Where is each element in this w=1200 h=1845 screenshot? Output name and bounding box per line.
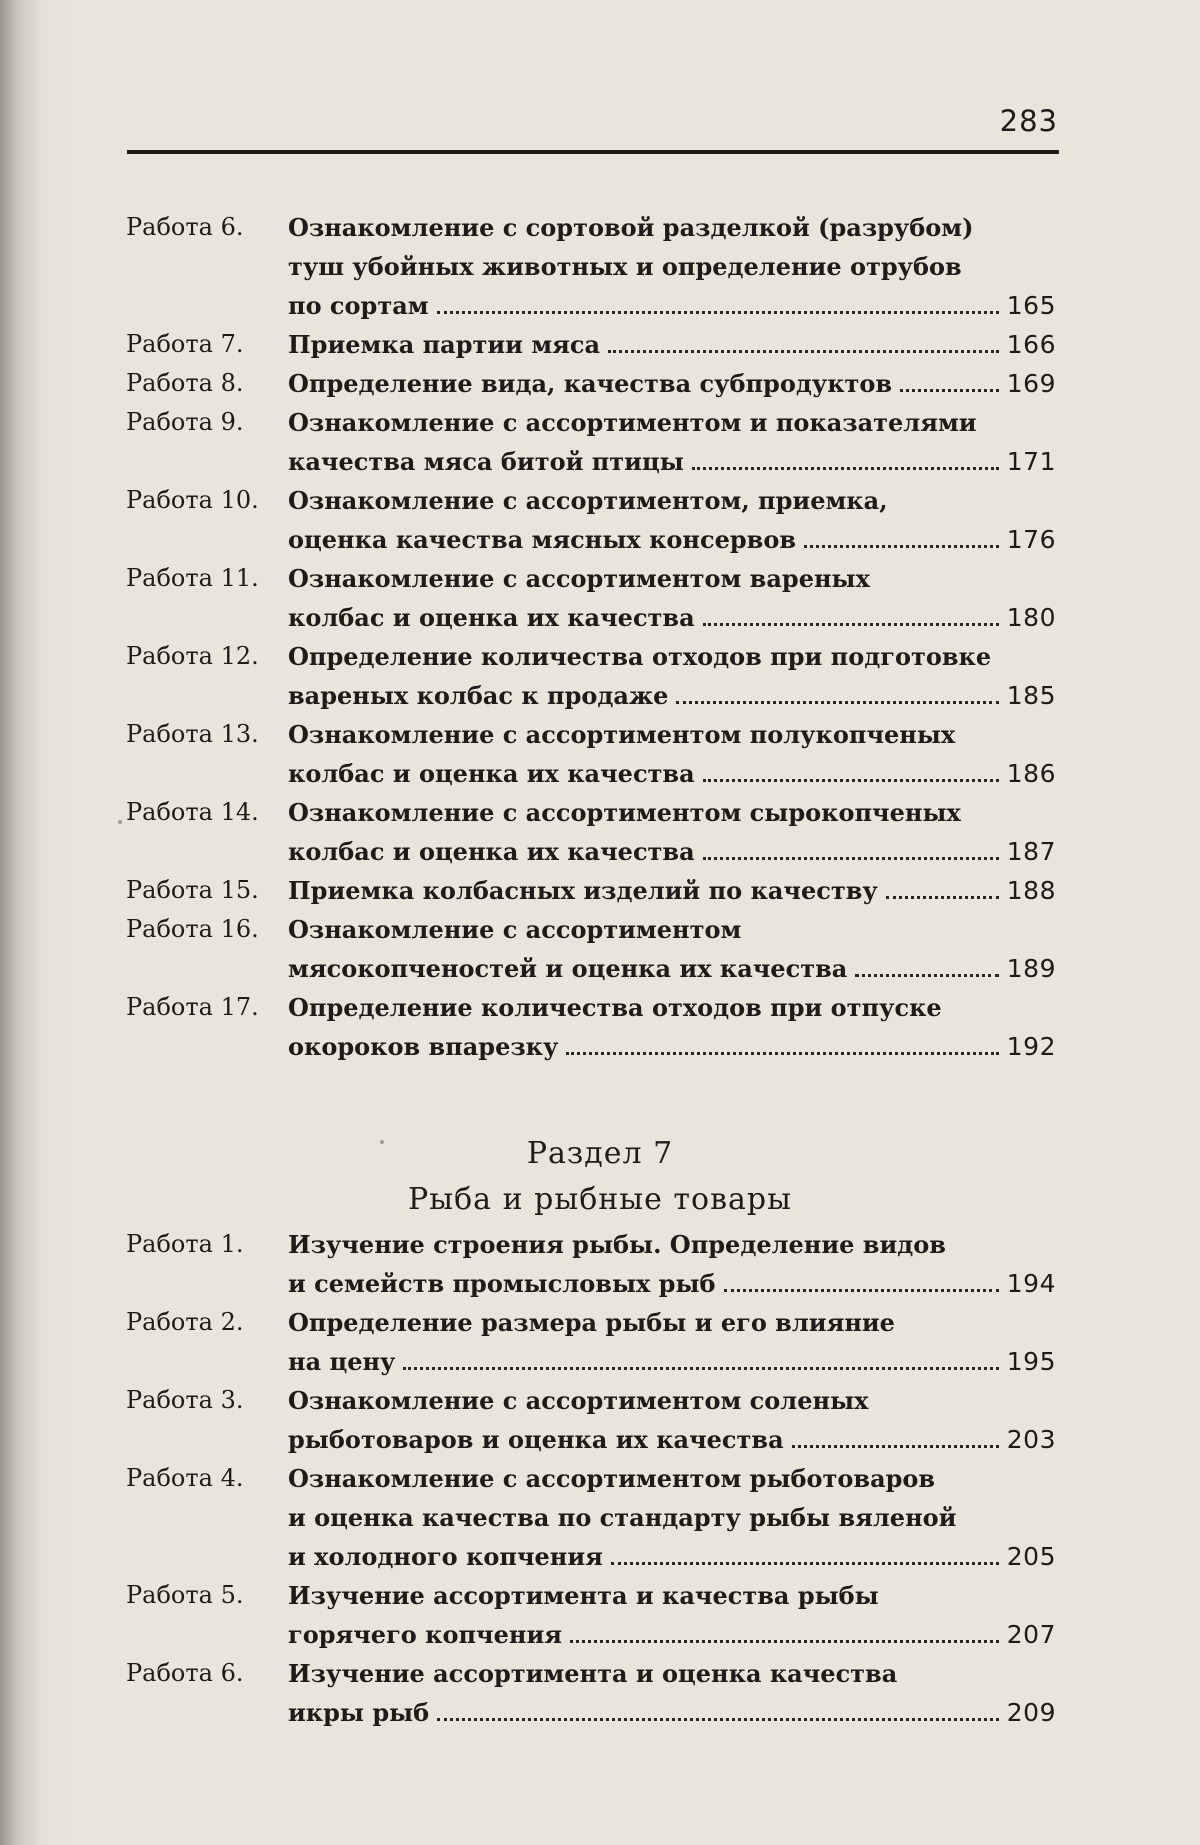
toc-entry-content [288, 325, 1056, 364]
table-of-contents-section-one [126, 208, 1056, 1066]
toc-entry-title-line: окороков впарезку [288, 1032, 559, 1061]
toc-entry-label: Работа 10. [126, 486, 259, 514]
toc-entry [126, 1459, 1056, 1576]
toc-page-number: 185 [1006, 681, 1056, 710]
toc-entry-title-line: Ознакомление с ассортиментом [288, 915, 742, 944]
toc-entry-leader-line [288, 1264, 1056, 1303]
toc-page-number: 207 [1006, 1620, 1056, 1649]
toc-entry-content [288, 1303, 1056, 1381]
toc-entry-title-line: Определение количества отходов при отпуске [288, 993, 942, 1022]
toc-page-number: 209 [1006, 1698, 1056, 1727]
toc-page-number: 205 [1006, 1542, 1056, 1571]
toc-entry-title-line: мясокопченостей и оценка их качества [288, 954, 848, 983]
toc-entry-title-line: икры рыб [288, 1698, 430, 1727]
section-number-heading: Раздел 7 [526, 1136, 674, 1171]
toc-entry-leader-line [288, 1342, 1056, 1381]
dot-leader [403, 1367, 998, 1370]
dot-leader [608, 350, 999, 353]
toc-entry-content [288, 715, 1056, 793]
toc-entry [126, 559, 1056, 637]
toc-entry-content [288, 208, 1056, 325]
toc-entry [126, 1381, 1056, 1459]
toc-entry-leader-line [288, 871, 1056, 910]
dot-leader [570, 1640, 999, 1643]
dot-leader [611, 1562, 999, 1565]
toc-entry [126, 208, 1056, 325]
toc-entry-content [288, 988, 1056, 1066]
toc-entry [126, 793, 1056, 871]
toc-page-number: 188 [1006, 876, 1056, 905]
toc-entry-content [288, 910, 1056, 988]
toc-page-number: 166 [1006, 330, 1056, 359]
toc-entry-title-line: Ознакомление с ассортиментом вареных [288, 564, 870, 593]
toc-entry-title-line: горячего копчения [288, 1620, 562, 1649]
toc-entry-label: Работа 5. [126, 1581, 244, 1609]
toc-entry-title-line: Ознакомление с ассортиментом полукопченых [288, 720, 956, 749]
toc-entry [126, 481, 1056, 559]
toc-entry-title-line: Изучение ассортимента и качества рыбы [288, 1581, 879, 1610]
scan-mark [380, 1140, 384, 1144]
toc-entry-label: Работа 2. [126, 1308, 244, 1336]
dot-leader [792, 1445, 999, 1448]
toc-entry [126, 1654, 1056, 1732]
dot-leader [855, 974, 998, 977]
dot-leader [566, 1052, 998, 1055]
toc-entry-title-line: на цену [288, 1347, 396, 1376]
page-number: 283 [999, 104, 1058, 138]
scan-mark [118, 820, 122, 824]
toc-entry-content [288, 1381, 1056, 1459]
toc-entry-label: Работа 6. [126, 213, 244, 241]
toc-entry-title-line: Ознакомление с ассортиментом рыботоваров [288, 1464, 936, 1493]
toc-entry-content [288, 793, 1056, 871]
toc-entry-title-line: колбас и оценка их качества [288, 837, 695, 866]
toc-entry-leader-line [288, 442, 1056, 481]
toc-entry-label: Работа 6. [126, 1659, 244, 1687]
toc-entry-label: Работа 16. [126, 915, 259, 943]
toc-entry-leader-line [288, 1027, 1056, 1066]
dot-leader [692, 467, 999, 470]
toc-page-number: 195 [1006, 1347, 1056, 1376]
toc-entry [126, 637, 1056, 715]
toc-entry-title-line: оценка качества мясных консервов [288, 525, 797, 554]
toc-entry-title-line: колбас и оценка их качества [288, 759, 695, 788]
toc-entry-label: Работа 9. [126, 408, 244, 436]
table-of-contents-section-two [126, 1225, 1056, 1732]
toc-entry-title-line: вареных колбас к продаже [288, 681, 669, 710]
toc-entry-content [288, 481, 1056, 559]
toc-entry-title-line: и холодного копчения [288, 1542, 603, 1571]
toc-entry-title-line: Ознакомление с ассортиментом, приемка, [288, 486, 888, 515]
toc-entry-title-line: Изучение строения рыбы. Определение видов [288, 1230, 946, 1259]
toc-entry-label: Работа 8. [126, 369, 244, 397]
toc-page-number: 180 [1006, 603, 1056, 632]
toc-entry-leader-line [288, 754, 1056, 793]
toc-entry [126, 715, 1056, 793]
toc-entry [126, 910, 1056, 988]
toc-entry-title-line: и оценка качества по стандарту рыбы вяленой [288, 1503, 957, 1532]
toc-entry-title-line: колбас и оценка их качества [288, 603, 695, 632]
toc-entry-title-line: Приемка партии мяса [288, 330, 601, 359]
toc-entry-leader-line [288, 832, 1056, 871]
toc-entry-leader-line [288, 520, 1056, 559]
toc-entry [126, 988, 1056, 1066]
toc-entry-label: Работа 13. [126, 720, 259, 748]
toc-entry-leader-line [288, 1693, 1056, 1732]
toc-entry [126, 1225, 1056, 1303]
toc-page-number: 171 [1006, 447, 1056, 476]
toc-entry [126, 1576, 1056, 1654]
section-title-heading: Рыба и рыбные товары [408, 1182, 792, 1217]
toc-entry-title-line: Ознакомление с ассортиментом и показателями [288, 408, 977, 437]
toc-page-number: 203 [1006, 1425, 1056, 1454]
toc-entry-content [288, 1576, 1056, 1654]
toc-entry-label: Работа 7. [126, 330, 244, 358]
toc-entry-leader-line [288, 286, 1056, 325]
toc-page-number: 187 [1006, 837, 1056, 866]
toc-entry-leader-line [288, 325, 1056, 364]
toc-entry-title-line: Определение размера рыбы и его влияние [288, 1308, 895, 1337]
dot-leader [886, 896, 999, 899]
toc-entry-content [288, 559, 1056, 637]
dot-leader [437, 1718, 999, 1721]
toc-entry-content [288, 1225, 1056, 1303]
toc-entry-leader-line [288, 598, 1056, 637]
dot-leader [703, 779, 999, 782]
toc-entry-label: Работа 1. [126, 1230, 244, 1258]
toc-entry-content [288, 1459, 1056, 1576]
toc-entry-title-line: Ознакомление с ассортиментом сырокопченых [288, 798, 961, 827]
dot-leader [804, 545, 999, 548]
toc-entry-label: Работа 4. [126, 1464, 244, 1492]
dot-leader [900, 389, 999, 392]
toc-entry-content [288, 637, 1056, 715]
toc-entry-label: Работа 15. [126, 876, 259, 904]
toc-entry-title-line: качества мяса битой птицы [288, 447, 684, 476]
dot-leader [676, 701, 998, 704]
toc-entry-leader-line [288, 1420, 1056, 1459]
header-rule [127, 150, 1059, 154]
toc-page-number: 165 [1006, 291, 1056, 320]
toc-entry-label: Работа 3. [126, 1386, 244, 1414]
toc-page-number: 169 [1006, 369, 1056, 398]
dot-leader [703, 623, 999, 626]
toc-entry-title-line: Ознакомление с ассортиментом соленых [288, 1386, 869, 1415]
toc-entry [126, 325, 1056, 364]
toc-entry-content [288, 364, 1056, 403]
toc-page-number: 176 [1006, 525, 1056, 554]
toc-entry-leader-line [288, 949, 1056, 988]
toc-entry-leader-line [288, 364, 1056, 403]
toc-entry-leader-line [288, 1615, 1056, 1654]
toc-entry-label: Работа 14. [126, 798, 259, 826]
toc-entry-content [288, 1654, 1056, 1732]
toc-entry-label: Работа 12. [126, 642, 259, 670]
toc-entry-leader-line [288, 676, 1056, 715]
toc-entry-label: Работа 11. [126, 564, 259, 592]
toc-entry-title-line: по сортам [288, 291, 429, 320]
toc-entry [126, 1303, 1056, 1381]
toc-page-number: 186 [1006, 759, 1056, 788]
toc-entry-title-line: Определение вида, качества субпродуктов [288, 369, 893, 398]
toc-entry-title-line: и семейств промысловых рыб [288, 1269, 716, 1298]
toc-entry-title-line: Изучение ассортимента и оценка качества [288, 1659, 898, 1688]
toc-entry [126, 364, 1056, 403]
toc-entry-title-line: Определение количества отходов при подготовке [288, 642, 992, 671]
toc-entry [126, 403, 1056, 481]
toc-entry-leader-line [288, 1537, 1056, 1576]
toc-page-number: 189 [1006, 954, 1056, 983]
toc-entry-label: Работа 17. [126, 993, 259, 1021]
toc-entry-title-line: туш убойных животных и определение отрубов [288, 252, 962, 281]
toc-page-number: 194 [1006, 1269, 1056, 1298]
toc-entry-title-line: Ознакомление с сортовой разделкой (разрубом) [288, 213, 974, 242]
toc-entry-title-line: рыботоваров и оценка их качества [288, 1425, 784, 1454]
toc-page-number: 192 [1006, 1032, 1056, 1061]
dot-leader [724, 1289, 999, 1292]
dot-leader [703, 857, 999, 860]
toc-entry-content [288, 871, 1056, 910]
toc-entry-content [288, 403, 1056, 481]
toc-entry-title-line: Приемка колбасных изделий по качеству [288, 876, 878, 905]
toc-entry [126, 871, 1056, 910]
dot-leader [437, 311, 999, 314]
